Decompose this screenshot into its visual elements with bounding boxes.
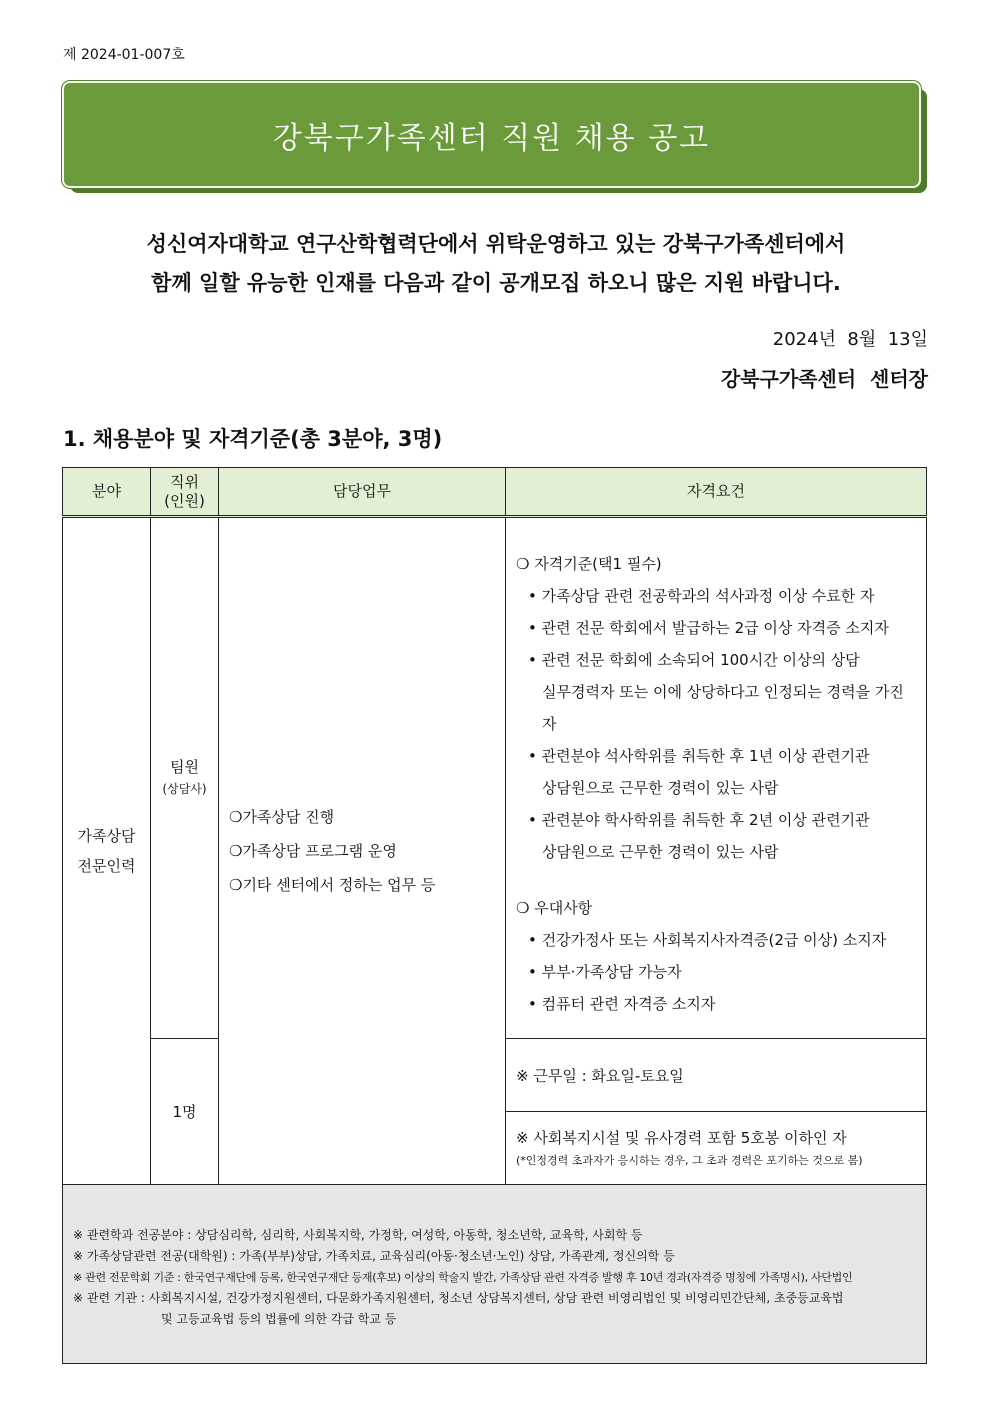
title-banner — [62, 81, 921, 188]
header-duties: 담당업무 — [219, 468, 506, 517]
headcount-cell: 1명 — [151, 1039, 219, 1185]
field-line-2: 전문인력 — [77, 857, 136, 875]
position-subtitle: (상담사) — [162, 782, 207, 796]
qual-item: • 관련분야 석사학위를 취득한 후 1년 이상 관련기관 — [528, 747, 870, 765]
table-header-row — [63, 468, 927, 517]
position-cell — [151, 517, 219, 1039]
header-position-line2: (인원) — [164, 491, 205, 510]
field-cell — [63, 517, 151, 1185]
document-number: 제 2024-01-007호 — [63, 47, 185, 63]
qual-item: • 관련분야 학사학위를 취득한 후 2년 이상 관련기관 — [528, 811, 870, 829]
section-title: 1. 채용분야 및 자격기준(총 3분야, 3명) — [63, 427, 443, 451]
position-title: 팀원 — [170, 758, 199, 776]
qual-item-continued: 실무경력자 또는 이에 상당하다고 인정되는 경력을 가진 자 — [542, 683, 904, 733]
table-row — [63, 517, 927, 1039]
field-line-1: 가족상담 — [77, 827, 136, 845]
header-field: 분야 — [63, 468, 151, 517]
header-position-line1: 직위 — [170, 472, 199, 491]
footnotes-cell — [63, 1185, 927, 1364]
qual-item-continued: 상담원으로 근무한 경력이 있는 사람 — [542, 843, 779, 861]
page-title: 강북구가족센터 직원 채용 공고 — [272, 120, 711, 156]
header-position — [151, 468, 219, 517]
duty-item: ❍기타 센터에서 정하는 업무 등 — [229, 876, 436, 894]
footnote: ※ 관련학과 전공분야 : 상담심리학, 심리학, 사회복지학, 가정학, 여성학, 아동학, 청소년학, 교육학, 사회학 등 — [73, 1228, 643, 1242]
recruitment-table — [62, 467, 927, 1364]
pref-item: • 부부·가족상담 가능자 — [528, 963, 682, 981]
career-note: ※ 사회복지시설 및 유사경력 포함 5호봉 이하인 자 — [516, 1129, 847, 1147]
table-row — [63, 1185, 927, 1364]
footnote-continued: 및 고등교육법 등의 법률에 의한 각급 학교 등 — [161, 1312, 397, 1326]
career-subnote: (*인정경력 초과자가 응시하는 경우, 그 초과 경력은 포기하는 것으로 봄) — [516, 1154, 863, 1167]
header-qualifications: 자격요건 — [506, 468, 927, 517]
qualifications-cell — [506, 517, 927, 1039]
duty-item: ❍가족상담 프로그램 운영 — [229, 842, 397, 860]
qual-item-continued: 상담원으로 근무한 경력이 있는 사람 — [542, 779, 779, 797]
pref-title: ❍ 우대사항 — [516, 899, 593, 917]
signature: 강북구가족센터 센터장 — [720, 367, 928, 391]
footnote: ※ 가족상담관련 전공(대학원) : 가족(부부)상담, 가족치료, 교육심리(아동·청소년·노인) 상담, 가족관계, 정신의학 등 — [73, 1249, 675, 1263]
footnote: ※ 관련 전문학회 기준 : 한국연구재단에 등록, 한국연구재단 등재(후보) 이상의 학술지 발간, 가족상담 관련 자격증 발행 후 10년 경과(자격증 명칭에 가족명시), 사단법인 — [73, 1271, 853, 1284]
duties-cell — [219, 517, 506, 1185]
qual-item: • 관련 전문 학회에서 발급하는 2급 이상 자격증 소지자 — [528, 619, 889, 637]
pref-item: • 컴퓨터 관련 자격증 소지자 — [528, 995, 716, 1013]
duty-item: ❍가족상담 진행 — [229, 808, 335, 826]
qual-item: • 가족상담 관련 전공학과의 석사과정 이상 수료한 자 — [528, 587, 875, 605]
spacer — [516, 868, 918, 892]
intro-line-2: 함께 일할 유능한 인재를 다음과 같이 공개모집 하오니 많은 지원 바랍니다. — [151, 271, 841, 295]
footnote: ※ 관련 기관 : 사회복지시설, 건강가정지원센터, 다문화가족지원센터, 청소년 상담복지센터, 상담 관련 비영리법인 및 비영리민간단체, 초중등교육법 — [73, 1291, 844, 1305]
pref-item: • 건강가정사 또는 사회복지사자격증(2급 이상) 소지자 — [528, 931, 887, 949]
qual-item: • 관련 전문 학회에 소속되어 100시간 이상의 상담 — [528, 651, 860, 669]
qual-title: ❍ 자격기준(택1 필수) — [516, 555, 662, 573]
intro-line-1: 성신여자대학교 연구산학협력단에서 위탁운영하고 있는 강북구가족센터에서 — [146, 232, 846, 256]
workdays-note: ※ 근무일 : 화요일-토요일 — [506, 1039, 927, 1112]
career-note-cell — [506, 1112, 927, 1185]
announcement-date: 2024년 8월 13일 — [772, 329, 928, 350]
